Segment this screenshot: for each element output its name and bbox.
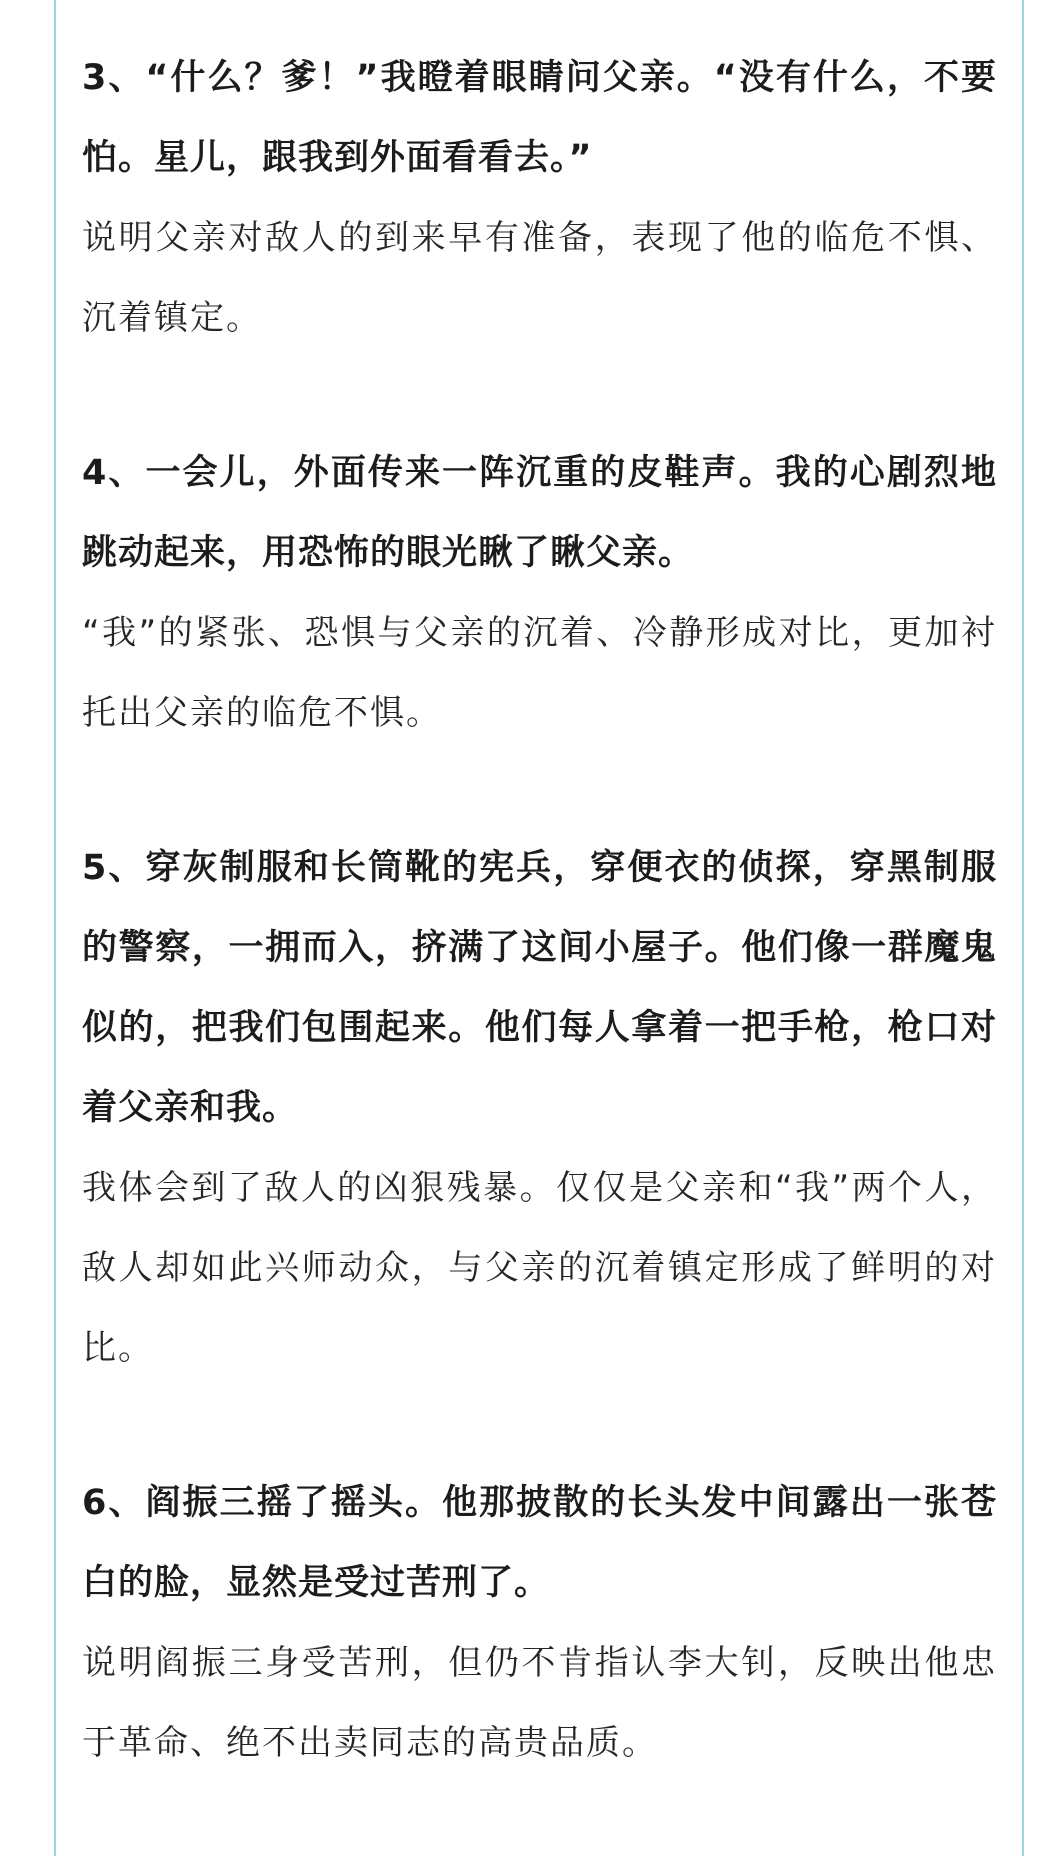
quoted-sentence: 3、“什么？爹！”我瞪着眼睛问父亲。“没有什么，不要怕。星儿，跟我到外面看看去。” — [82, 58, 997, 178]
explanation-text: “我”的紧张、恐惧与父亲的沉着、冷静形成对比，更加衬托出父亲的临危不惧。 — [82, 613, 997, 733]
explanation-text: 说明阎振三身受苦刑，但仍不肯指认李大钊，反映出他忠于革命、绝不出卖同志的高贵品质。 — [82, 1643, 997, 1763]
annotation-item-3 — [82, 38, 997, 358]
annotation-item-5 — [82, 828, 997, 1388]
quoted-sentence: 4、一会儿，外面传来一阵沉重的皮鞋声。我的心剧烈地跳动起来，用恐怖的眼光瞅了瞅父亲。 — [82, 453, 997, 573]
explanation-text: 我体会到了敌人的凶狠残暴。仅仅是父亲和“我”两个人，敌人却如此兴师动众，与父亲的沉着镇定形成了鲜明的对比。 — [82, 1168, 997, 1368]
explanation-text: 说明父亲对敌人的到来早有准备，表现了他的临危不惧、沉着镇定。 — [82, 218, 997, 338]
annotation-item-6 — [82, 1463, 997, 1783]
article-body — [82, 38, 997, 1858]
quoted-sentence: 5、穿灰制服和长筒靴的宪兵，穿便衣的侦探，穿黑制服的警察，一拥而入，挤满了这间小屋子。他们像一群魔鬼似的，把我们包围起来。他们每人拿着一把手枪，枪口对着父亲和我。 — [82, 848, 997, 1128]
quoted-sentence: 6、阎振三摇了摇头。他那披散的长头发中间露出一张苍白的脸，显然是受过苦刑了。 — [82, 1483, 997, 1603]
annotation-item-4 — [82, 433, 997, 753]
